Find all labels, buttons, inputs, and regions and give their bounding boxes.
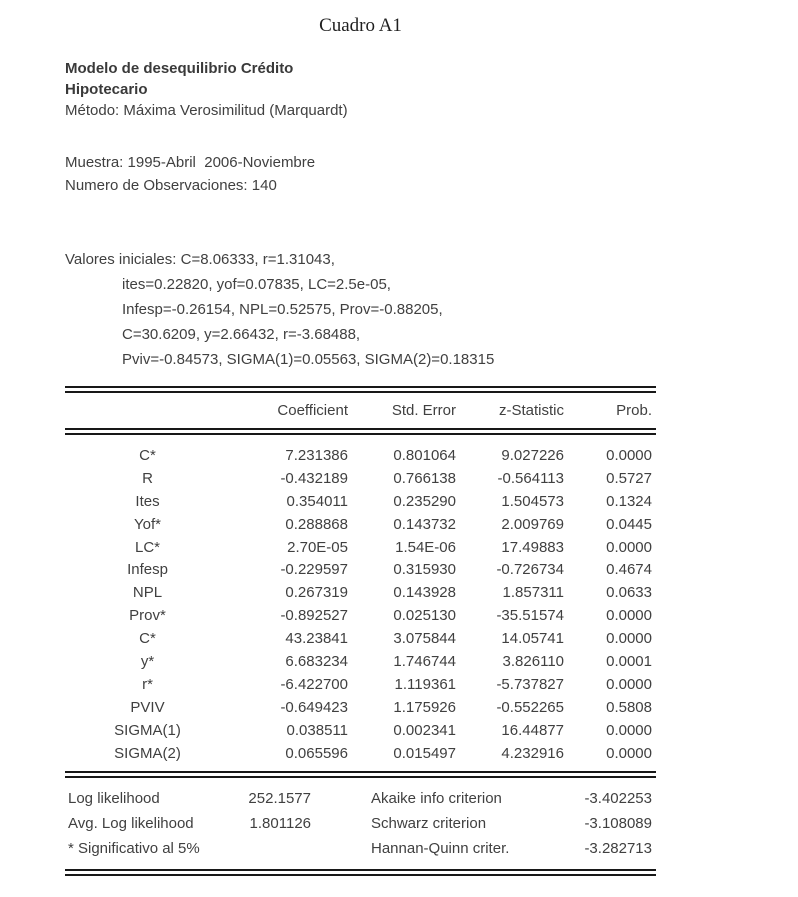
- coefficient-cell: 43.23841: [285, 630, 348, 648]
- table-row: [65, 673, 656, 696]
- model-header: [65, 58, 656, 121]
- std-error-cell: 0.235290: [393, 492, 456, 510]
- prob-cell: 0.0633: [606, 584, 652, 602]
- coefficient-cell: 0.267319: [285, 584, 348, 602]
- summary-row: [65, 786, 656, 811]
- z-statistic-cell: 2.009769: [501, 515, 564, 533]
- prob-cell: 0.5808: [606, 698, 652, 716]
- prob-cell: 0.0000: [606, 721, 652, 739]
- z-statistic-cell: 16.44877: [501, 721, 564, 739]
- coefficient-cell: -0.649423: [280, 698, 348, 716]
- observations-line: Numero de Observaciones: 140: [65, 177, 277, 194]
- variable-cell: Ites: [135, 492, 160, 510]
- std-error-cell: 1.54E-06: [395, 538, 456, 556]
- method-line: Método: Máxima Verosimilitud (Marquardt): [65, 102, 348, 119]
- table-body-bottom-rule: [65, 771, 656, 778]
- sample-line: Muestra: 1995-Abril 2006-Noviembre: [65, 154, 316, 171]
- summary-label-right: Akaike info criterion: [371, 790, 502, 808]
- variable-cell: C*: [139, 630, 156, 648]
- summary-label-left: Avg. Log likelihood: [68, 815, 194, 833]
- prob-cell: 0.0000: [606, 630, 652, 648]
- z-statistic-cell: 17.49883: [501, 538, 564, 556]
- variable-cell: PVIV: [130, 698, 165, 716]
- prob-cell: 0.0445: [606, 515, 652, 533]
- table-row: [65, 467, 656, 490]
- std-error-cell: 0.143732: [393, 515, 456, 533]
- coefficient-cell: 6.683234: [285, 652, 348, 670]
- table-row: [65, 719, 656, 742]
- summary-value-left: [233, 836, 311, 861]
- table-row: [65, 604, 656, 627]
- table-bottom-rule: [65, 869, 656, 876]
- variable-cell: C*: [139, 446, 156, 464]
- z-statistic-cell: 1.504573: [501, 492, 564, 510]
- prob-cell: 0.0000: [606, 446, 652, 464]
- table-row: [65, 490, 656, 513]
- model-name-line1: Modelo de desequilibrio Crédito: [65, 60, 294, 77]
- table-row: [65, 627, 656, 650]
- coefficient-cell: 2.70E-05: [287, 538, 348, 556]
- z-statistic-cell: 3.826110: [502, 652, 564, 670]
- z-statistic-cell: -0.564113: [497, 469, 564, 487]
- table-row: [65, 558, 656, 581]
- initial-values-line-2: ites=0.22820, yof=0.07835, LC=2.5e-05,: [122, 276, 391, 293]
- std-error-cell: 3.075844: [393, 630, 456, 648]
- z-statistic-cell: 9.027226: [501, 446, 564, 464]
- initial-values-line-1: Valores iniciales: C=8.06333, r=1.31043,: [65, 251, 335, 268]
- prob-cell: 0.5727: [606, 469, 652, 487]
- variable-cell: LC*: [134, 538, 160, 556]
- table-row: [65, 536, 656, 559]
- summary-gap: [311, 811, 371, 836]
- sample-info: [65, 151, 656, 197]
- z-statistic-cell: -35.51574: [496, 607, 564, 625]
- std-error-cell: 1.175926: [393, 698, 456, 716]
- header-std-error: Std. Error: [391, 402, 456, 419]
- document-page: [65, 14, 656, 876]
- table-row: [65, 513, 656, 536]
- prob-cell: 0.1324: [606, 492, 652, 510]
- coefficient-cell: 0.354011: [286, 492, 348, 510]
- header-coefficient: Coefficient: [277, 402, 348, 419]
- coefficient-cell: -0.229597: [280, 561, 348, 579]
- summary-value-right: -3.108089: [584, 815, 652, 833]
- table-row: [65, 696, 656, 719]
- std-error-cell: 0.025130: [393, 607, 456, 625]
- table-header-rule: [65, 428, 656, 435]
- coefficient-cell: -0.892527: [280, 607, 348, 625]
- std-error-cell: 0.315930: [393, 561, 456, 579]
- initial-values-line-4: C=30.6209, y=2.66432, r=-3.68488,: [122, 326, 361, 343]
- header-prob: Prob.: [616, 402, 652, 419]
- summary-label-right: Schwarz criterion: [371, 815, 487, 833]
- coefficient-cell: 7.231386: [285, 446, 348, 464]
- prob-cell: 0.0000: [606, 675, 652, 693]
- initial-values-line-5: Pviv=-0.84573, SIGMA(1)=0.05563, SIGMA(2)=0.18315: [122, 351, 495, 368]
- table-row: [65, 742, 656, 765]
- summary-value-right: -3.402253: [584, 790, 652, 808]
- z-statistic-cell: -5.737827: [496, 675, 564, 693]
- table-top-rule: [65, 386, 656, 393]
- variable-cell: Prov*: [129, 607, 166, 625]
- summary-value-right: -3.282713: [584, 840, 652, 858]
- prob-cell: 0.0001: [606, 652, 652, 670]
- z-statistic-cell: 1.857311: [502, 584, 564, 602]
- coefficient-cell: -6.422700: [280, 675, 348, 693]
- table-title: Cuadro A1: [319, 15, 402, 36]
- coefficient-cell: 0.038511: [286, 721, 348, 739]
- header-z-statistic: z-Statistic: [498, 402, 564, 419]
- summary-label-left: Log likelihood: [68, 790, 160, 808]
- z-statistic-cell: -0.552265: [496, 698, 564, 716]
- summary-row: [65, 811, 656, 836]
- table-summary: [65, 778, 656, 869]
- summary-gap: [311, 786, 371, 811]
- variable-cell: R: [142, 469, 153, 487]
- table-row: [65, 444, 656, 467]
- initial-values-line-3: Infesp=-0.26154, NPL=0.52575, Prov=-0.88205,: [122, 301, 443, 318]
- summary-gap: [311, 836, 371, 861]
- std-error-cell: 1.746744: [393, 652, 456, 670]
- z-statistic-cell: -0.726734: [496, 561, 564, 579]
- prob-cell: 0.0000: [606, 744, 652, 762]
- header-variable: [65, 402, 230, 419]
- z-statistic-cell: 14.05741: [501, 630, 564, 648]
- summary-label-right: Hannan-Quinn criter.: [371, 840, 510, 858]
- variable-cell: SIGMA(1): [114, 721, 181, 739]
- table-row: [65, 650, 656, 673]
- variable-cell: Infesp: [127, 561, 168, 579]
- model-name-line2: Hipotecario: [65, 81, 148, 98]
- std-error-cell: 0.143928: [393, 584, 456, 602]
- std-error-cell: 0.002341: [393, 721, 456, 739]
- table-body: [65, 435, 656, 771]
- variable-cell: NPL: [132, 584, 163, 602]
- summary-value-left: 252.1577: [248, 790, 311, 808]
- variable-cell: r*: [142, 675, 153, 693]
- std-error-cell: 1.119361: [394, 675, 456, 693]
- std-error-cell: 0.766138: [393, 469, 456, 487]
- table-row: [65, 581, 656, 604]
- coefficient-cell: -0.432189: [280, 469, 348, 487]
- variable-cell: SIGMA(2): [114, 744, 181, 762]
- summary-row: [65, 836, 656, 861]
- prob-cell: 0.0000: [606, 607, 652, 625]
- prob-cell: 0.4674: [606, 561, 652, 579]
- summary-value-left: 1.801126: [249, 815, 311, 833]
- variable-cell: y*: [140, 652, 155, 670]
- z-statistic-cell: 4.232916: [501, 744, 564, 762]
- std-error-cell: 0.801064: [393, 446, 456, 464]
- table-header-row: [65, 393, 656, 428]
- significance-note: * Significativo al 5%: [68, 840, 200, 858]
- coefficient-cell: 0.065596: [285, 744, 348, 762]
- std-error-cell: 0.015497: [393, 744, 456, 762]
- initial-values-block: [65, 247, 656, 372]
- coefficient-cell: 0.288868: [285, 515, 348, 533]
- regression-table: [65, 386, 656, 876]
- prob-cell: 0.0000: [606, 538, 652, 556]
- variable-cell: Yof*: [134, 515, 161, 533]
